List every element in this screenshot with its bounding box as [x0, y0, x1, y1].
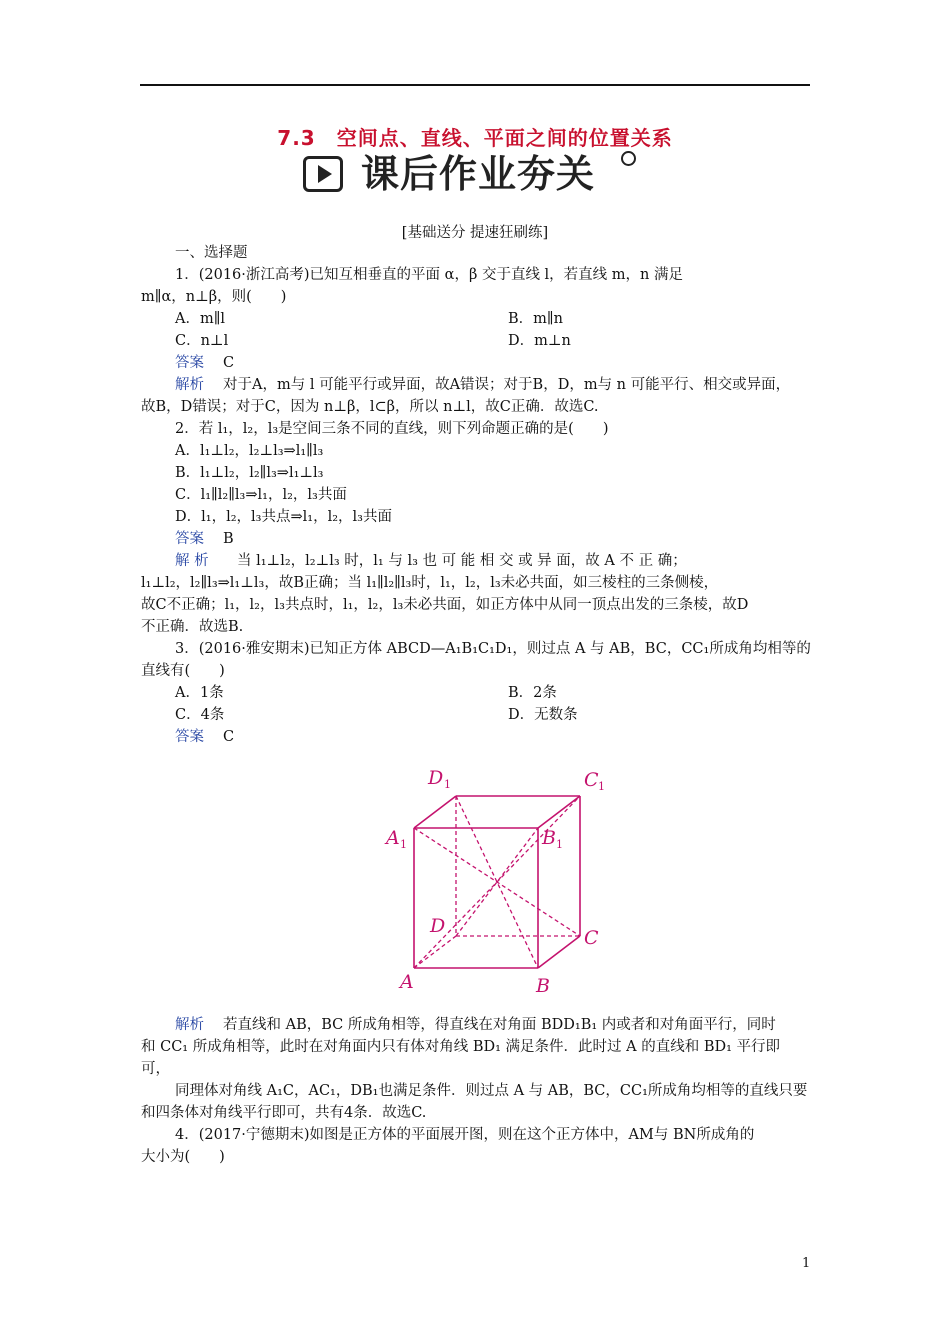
q3-analysis-label: 解析 — [175, 1017, 204, 1033]
label-c: C — [584, 927, 599, 949]
q1-option-d: D．m⊥n — [508, 333, 571, 349]
q2-answer: B — [223, 531, 234, 547]
q2-analysis-line3: 故C不正确；l₁，l₂，l₃共点时，l₁，l₂，l₃未必共面，如正方体中从同一顶点出发的三条棱，故D — [141, 597, 749, 613]
label-c1: C — [584, 769, 599, 791]
q2-analysis-label: 解 析 — [175, 553, 209, 569]
q3-answer: C — [223, 729, 235, 745]
q4-stem-line2: 大小为( ) — [141, 1149, 225, 1165]
label-d1-sub: 1 — [444, 778, 451, 791]
q3-answer-label: 答案 — [175, 729, 204, 745]
top-rule — [140, 84, 810, 86]
q1-analysis-label: 解析 — [175, 377, 204, 393]
q2-analysis-line4: 不正确．故选B. — [141, 619, 244, 635]
q1-answer: C — [223, 355, 235, 371]
q2-answer-label: 答案 — [175, 531, 204, 547]
q2-stem: 2．若 l₁，l₂，l₃是空间三条不同的直线，则下列命题正确的是( ) — [175, 421, 609, 437]
label-c1-sub: 1 — [598, 780, 605, 793]
q3-option-b: B．2条 — [508, 685, 557, 701]
q1-stem-line2: m∥α，n⊥β，则( ) — [141, 289, 287, 305]
cube-figure — [378, 744, 622, 998]
q3-analysis-line4: 同理体对角线 A₁C，AC₁，DB₁也满足条件．则过点 A 与 AB，BC，CC₁所成角均相等的直线只要 — [175, 1083, 808, 1099]
q2-analysis-line2: l₁⊥l₂，l₂∥l₃⇒l₁⊥l₃，故B正确；当 l₁∥l₂∥l₃时，l₁，l₂，l₃未必共面，如三棱柱的三条侧棱， — [141, 575, 719, 591]
section-heading: 一、选择题 — [175, 245, 248, 261]
q3-option-a: A．1条 — [175, 685, 224, 701]
q4-stem-line1: 4．(2017·宁德期末)如图是正方体的平面展开图，则在这个正方体中，AM与 BN所成角的 — [175, 1127, 755, 1143]
label-d: D — [430, 915, 446, 937]
q3-stem-line2: 直线有( ) — [141, 663, 225, 679]
q1-option-b: B．m∥n — [508, 311, 563, 327]
hidden-edge-a-d — [414, 936, 456, 968]
q2-option-d: D．l₁，l₂，l₃共点⇒l₁，l₂，l₃共面 — [175, 509, 392, 525]
q1-analysis-line2: 故B，D错误；对于C，因为 n⊥β，l⊂β，所以 n⊥l，故C正确．故选C. — [141, 399, 599, 415]
q1-answer-label: 答案 — [175, 355, 204, 371]
q2-option-a: A．l₁⊥l₂，l₂⊥l₃⇒l₁∥l₃ — [175, 443, 324, 459]
label-b1-sub: 1 — [556, 838, 563, 851]
edge-b-c — [538, 936, 580, 968]
subtitle: [基础送分 提速狂刷练] — [401, 225, 549, 241]
q3-analysis-line5: 和四条体对角线平行即可，共有4条．故选C. — [141, 1105, 427, 1121]
page-title: 7.3 空间点、直线、平面之间的位置关系 — [277, 126, 673, 150]
edge-a1-d1 — [414, 796, 456, 828]
q2-option-c: C．l₁∥l₂∥l₃⇒l₁，l₂，l₃共面 — [175, 487, 347, 503]
q1-stem-line1: 1．(2016·浙江高考)已知互相垂直的平面 α，β 交于直线 l，若直线 m，n 满足 — [175, 267, 683, 283]
label-a1-sub: 1 — [400, 838, 407, 851]
q1-analysis-line1: 对于A，m与 l 可能平行或异面，故A错误；对于B，D，m与 n 可能平行、相交或异面， — [223, 377, 791, 393]
q3-option-c: C．4条 — [175, 707, 225, 723]
q1-option-c: C．n⊥l — [175, 333, 229, 349]
banner-text: 课后作业夯关 — [361, 152, 596, 196]
q3-analysis-line3: 可， — [141, 1061, 170, 1077]
page-number: 1 — [802, 1256, 811, 1271]
label-b1: B — [542, 827, 556, 849]
label-a1: A — [386, 827, 400, 849]
banner — [303, 150, 648, 198]
play-icon — [303, 156, 343, 192]
q3-stem-line1: 3．(2016·雅安期末)已知正方体 ABCD—A₁B₁C₁D₁，则过点 A 与 AB，BC，CC₁所成角均相等的 — [175, 641, 811, 657]
q2-analysis-line1: 当 l₁⊥l₂，l₂⊥l₃ 时，l₁ 与 l₃ 也 可 能 相 交 或 异 面，故 A 不 正 确； — [237, 553, 687, 569]
q3-analysis-line1: 若直线和 AB，BC 所成角相等，得直线在对角面 BDD₁B₁ 内或者和对角面平行，同时 — [223, 1017, 776, 1033]
cube-diagram — [378, 744, 622, 998]
q2-option-b: B．l₁⊥l₂，l₂∥l₃⇒l₁⊥l₃ — [175, 465, 324, 481]
edge-b1-c1 — [538, 796, 580, 828]
q1-option-a: A．m∥l — [175, 311, 226, 327]
q3-analysis-line2: 和 CC₁ 所成角相等，此时在对角面内只有体对角线 BD₁ 满足条件．此时过 A 的直线和 BD₁ 平行即 — [141, 1039, 781, 1055]
label-b: B — [536, 975, 550, 997]
seal-icon — [621, 151, 636, 166]
q3-option-d: D．无数条 — [508, 707, 578, 723]
label-d1: D — [428, 767, 444, 789]
label-a: A — [400, 971, 414, 993]
